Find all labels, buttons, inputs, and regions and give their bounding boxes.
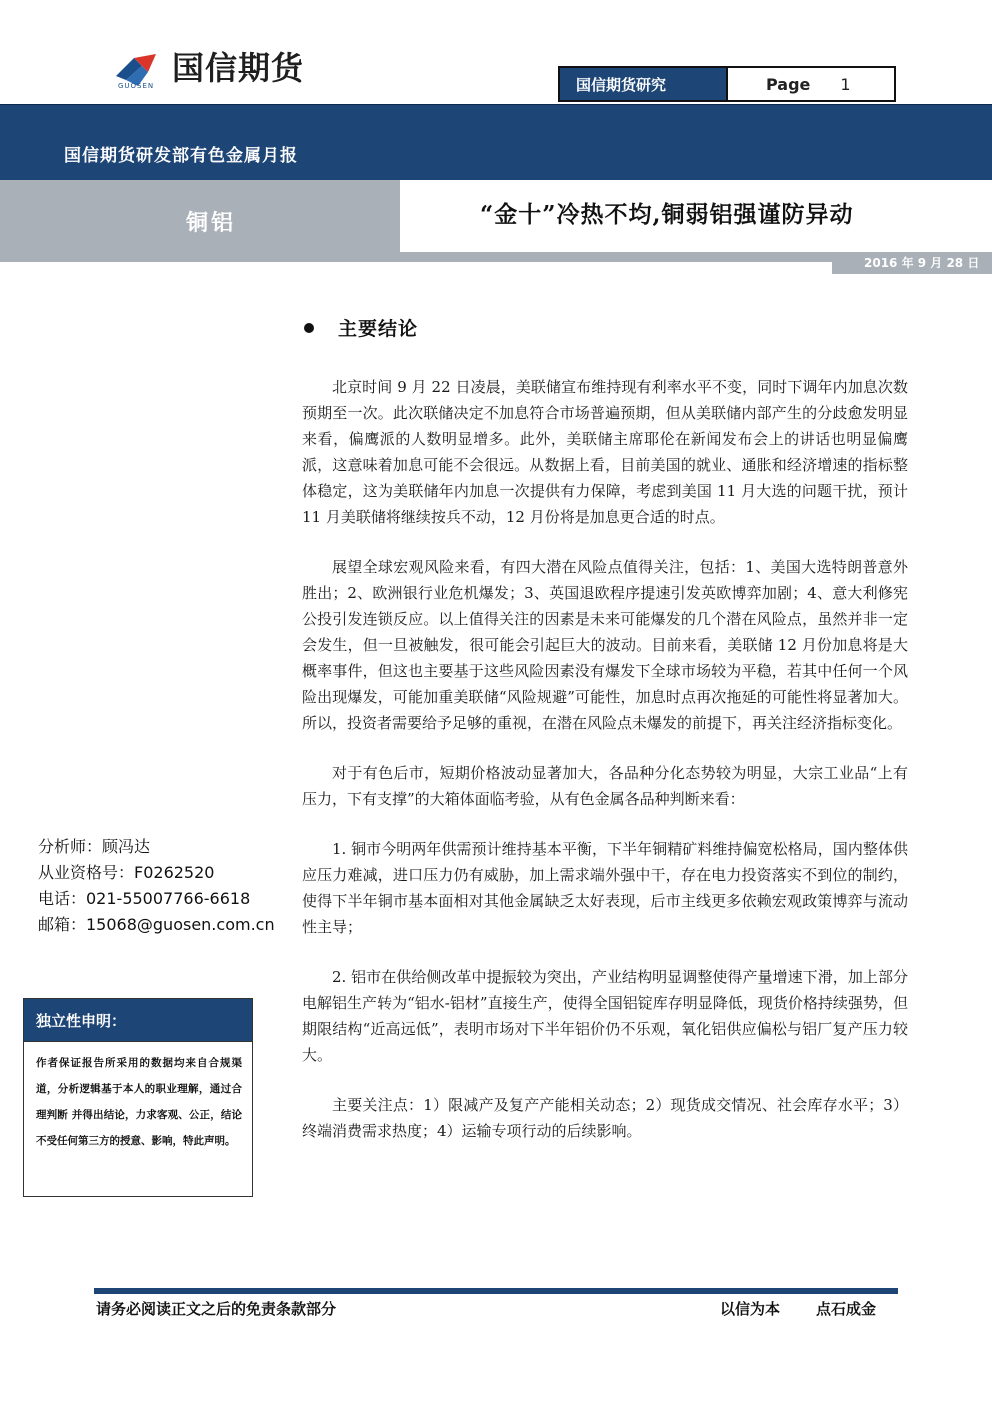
analyst-name: 分析师：顾冯达 [38, 837, 151, 856]
report-date: 2016 年 9 月 28 日 [864, 256, 980, 270]
bullet-icon [304, 323, 314, 333]
analyst-phone: 电话：021-55007766-6618 [38, 889, 251, 908]
report-series-title: 国信期货研发部有色金属月报 [64, 146, 298, 166]
header-tag [558, 66, 896, 102]
section-title: 主要结论 [338, 318, 419, 340]
logo-subtext: GUOSEN [118, 82, 155, 90]
paragraph: 对于有色后市，短期价格波动显著加大，各品种分化态势较为明显，大宗工业品“上有压力，下有支撑”的大箱体面临考验，从有色金属各品种判断来看： [302, 764, 908, 808]
declaration-title: 独立性申明： [24, 999, 252, 1042]
analyst-email: 邮箱：15068@guosen.com.cn [38, 915, 275, 934]
report-banner [0, 104, 992, 181]
page-indicator [726, 68, 894, 100]
paragraph: 主要关注点：1）限减产及复产产能相关动态；2）现货成交情况、社会库存水平；3）终端消费需求热度；4）运输专项行动的后续影响。 [302, 1096, 908, 1140]
category-label: 铜铝 [186, 210, 237, 236]
page-number: 1 [840, 74, 851, 94]
paragraph: 2. 铝市在供给侧改革中提振较为突出，产业结构明显调整使得产量增速下滑，加上部分电解铝生产转为“铝水-铝材”直接生产，使得全国铝锭库存明显降低，现货价格持续强势，但期限结构“近高远低”，表明市场对下半年铝价仍不乐观，氧化铝供应偏松与铝厂复产压力较大。 [302, 968, 908, 1064]
analyst-info [38, 834, 275, 938]
slogan-2: 点石成金 [816, 1300, 877, 1318]
independence-declaration [23, 998, 253, 1197]
footer-divider [94, 1288, 898, 1294]
footer-slogan [720, 1298, 876, 1319]
paragraph: 北京时间 9 月 22 日凌晨，美联储宣布维持现有利率水平不变，同时下调年内加息次数预期至一次。此次联储决定不加息符合市场普遍预期，但从美联储内部产生的分歧愈发明显来看，偏鹰派的人数明显增多。此外，美联储主席耶伦在新闻发布会上的讲话也明显偏鹰派，这意味着加息可能不会很远。从数据上看，目前美国的就业、通胀和经济增速的指标整体稳定，这为美联储年内加息一次提供有力保障，考虑到美国 11 月大选的问题干扰，预计 11 月美联储将继续按兵不动，12 月份将是加息更合适的时点。 [302, 378, 908, 526]
section-heading [304, 314, 418, 341]
report-body [302, 374, 908, 1168]
footer-disclaimer-note: 请务必阅读正文之后的免责条款部分 [96, 1300, 337, 1318]
analyst-license: 从业资格号：F0262520 [38, 863, 215, 882]
company-logo [112, 46, 352, 94]
logo-name: 国信期货 [172, 49, 305, 87]
document-title: “金十”冷热不均,铜弱铝强谨防异动 [480, 201, 854, 228]
declaration-text: 作者保证报告所采用的数据均来自合规渠道，分析逻辑基于本人的职业理解，通过合理判断 并得出结论，力求客观、公正，结论不受任何第三方的授意、影响，特此声明。 [36, 1057, 242, 1147]
paragraph: 1. 铜市今明两年供需预计维持基本平衡，下半年铜精矿料维持偏宽松格局，国内整体供应压力难减，进口压力仍有威胁，加上需求端外强中干，存在电力投资落实不到位的制约，使得下半年铜市基本面相对其他金属缺乏太好表现，后市主线更多依赖宏观政策博弈与流动性主导； [302, 840, 908, 936]
paragraph: 展望全球宏观风险来看，有四大潜在风险点值得关注，包括：1、美国大选特朗普意外胜出；2、欧洲银行业危机爆发；3、英国退欧程序提速引发英欧博弈加剧；4、意大利修宪公投引发连锁反应。以上值得关注的因素是未来可能爆发的几个潜在风险点，虽然并非一定会发生，但一旦被触发，很可能会引起巨大的波动。目前来看，美联储 12 月份加息将是大概率事件，但这也主要基于这些风险因素没有爆发下全球市场较为平稳，若其中任何一个风险出现爆发，可能加重美联储“风险规避”可能性，加息时点再次拖延的可能性将显著加大。所以，投资者需要给予足够的重视，在潜在风险点未爆发的前提下，再关注经济指标变化。 [302, 558, 908, 732]
page-label: Page [766, 74, 811, 94]
slogan-1: 以信为本 [720, 1300, 781, 1318]
header-org-label: 国信期货研究 [560, 68, 726, 100]
